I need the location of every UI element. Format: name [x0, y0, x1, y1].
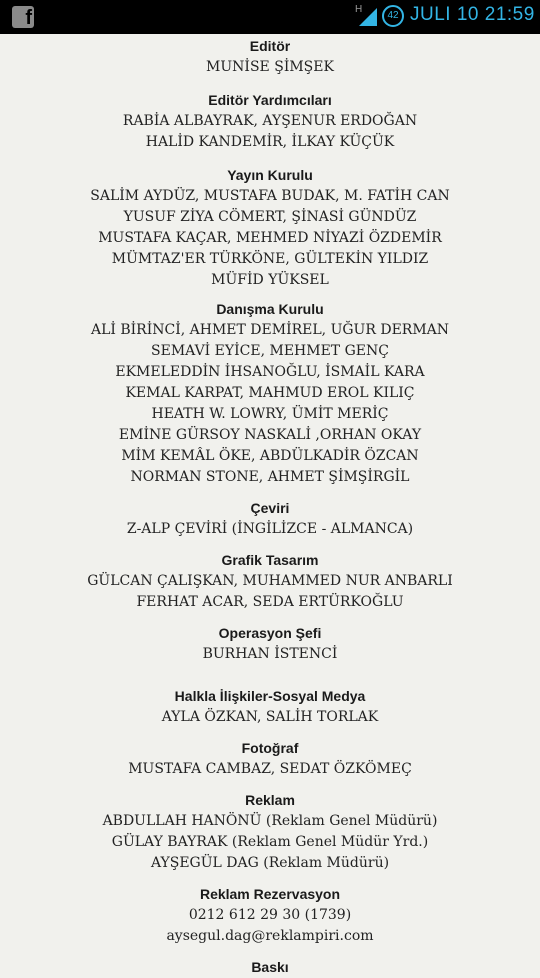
section-line: MUSTAFA KAÇAR, MEHMED NİYAZİ ÖZDEMİR — [98, 230, 442, 246]
section-line: ALİ BİRİNCİ, AHMET DEMİREL, UĞUR DERMAN — [90, 322, 450, 338]
section-heading: Editör Yardımcıları — [208, 92, 332, 108]
section-email[interactable]: aysegul.dag@reklampiri.com — [166, 928, 374, 944]
section-line: MUSTAFA CAMBAZ, SEDAT ÖZKÖMEÇ — [128, 761, 412, 777]
section-editor-assistants — [0, 89, 540, 153]
section-editor — [0, 34, 540, 78]
section-ad-reservation — [0, 883, 540, 947]
section-line: EMİNE GÜRSOY NASKALİ ,ORHAN OKAY — [118, 427, 422, 443]
section-line: FERHAT ACAR, SEDA ERTÜRKOĞLU — [136, 594, 404, 610]
battery-icon: 42 — [382, 5, 404, 27]
section-heading: Editör — [249, 38, 291, 54]
section-line: NORMAN STONE, AHMET ŞİMŞİRGİL — [130, 469, 410, 485]
status-bar — [0, 0, 540, 34]
section-printing — [0, 956, 540, 978]
section-line: MÜFİD YÜKSEL — [211, 272, 329, 288]
section-advisory-board — [0, 298, 540, 488]
section-line: YUSUF ZİYA CÖMERT, ŞİNASİ GÜNDÜZ — [123, 209, 417, 225]
status-clock: JULI 10 21:59 — [410, 4, 535, 25]
section-line: ABDULLAH HANÖNÜ (Reklam Genel Müdürü) — [102, 813, 438, 829]
section-public-relations — [0, 685, 540, 728]
network-type-label: H — [355, 4, 363, 15]
section-line: EKMELEDDİN İHSANOĞLU, İSMAİL KARA — [115, 364, 425, 380]
section-heading: Yayın Kurulu — [227, 167, 313, 183]
section-line: AYLA ÖZKAN, SALİH TORLAK — [161, 709, 379, 725]
signal-strength-icon — [357, 6, 377, 26]
section-line: RABİA ALBAYRAK, AYŞENUR ERDOĞAN — [122, 113, 418, 129]
section-line: GÜLCAN ÇALIŞKAN, MUHAMMED NUR ANBARLI — [87, 573, 453, 589]
section-heading: Baskı — [251, 959, 289, 975]
section-line: MÜMTAZ'ER TÜRKÖNE, GÜLTEKİN YILDIZ — [111, 251, 429, 267]
section-line: GÜLAY BAYRAK (Reklam Genel Müdür Yrd.) — [111, 834, 429, 850]
section-editorial-board — [0, 164, 540, 291]
section-heading: Reklam Rezervasyon — [199, 886, 341, 902]
section-line: MİM KEMÂL ÖKE, ABDÜLKADİR ÖZCAN — [121, 448, 419, 464]
section-line: AYŞEGÜL DAG (Reklam Müdürü) — [150, 855, 390, 871]
section-heading: Grafik Tasarım — [221, 552, 319, 568]
section-line: SEMAVİ EYİCE, MEHMET GENÇ — [151, 343, 389, 359]
facebook-notification-icon[interactable]: f — [12, 6, 34, 28]
section-phone[interactable]: 0212 612 29 30 (1739) — [188, 907, 352, 923]
section-heading: Operasyon Şefi — [218, 625, 322, 641]
section-heading: Çeviri — [250, 500, 290, 516]
section-heading: Fotoğraf — [241, 740, 299, 756]
masthead-content — [0, 34, 540, 978]
section-line: BURHAN İSTENCİ — [202, 646, 338, 662]
section-heading: Reklam — [245, 792, 295, 808]
section-line: MUNİSE ŞİMŞEK — [206, 59, 334, 75]
section-line: KEMAL KARPAT, MAHMUD EROL KILIÇ — [125, 385, 415, 401]
section-line: SALİM AYDÜZ, MUSTAFA BUDAK, M. FATİH CAN — [90, 188, 450, 204]
section-advertising — [0, 789, 540, 874]
section-heading: Danışma Kurulu — [216, 301, 324, 317]
section-graphic-design — [0, 549, 540, 613]
section-line: Z-ALP ÇEVİRİ (İNGİLİZCE - ALMANCA) — [126, 521, 414, 537]
section-translation — [0, 497, 540, 540]
section-operations-chief — [0, 622, 540, 665]
section-line: HEATH W. LOWRY, ÜMİT MERİÇ — [151, 406, 389, 422]
section-heading: Halkla İlişkiler-Sosyal Medya — [174, 688, 366, 704]
section-line: HALİD KANDEMİR, İLKAY KÜÇÜK — [145, 134, 395, 150]
section-photography — [0, 737, 540, 780]
